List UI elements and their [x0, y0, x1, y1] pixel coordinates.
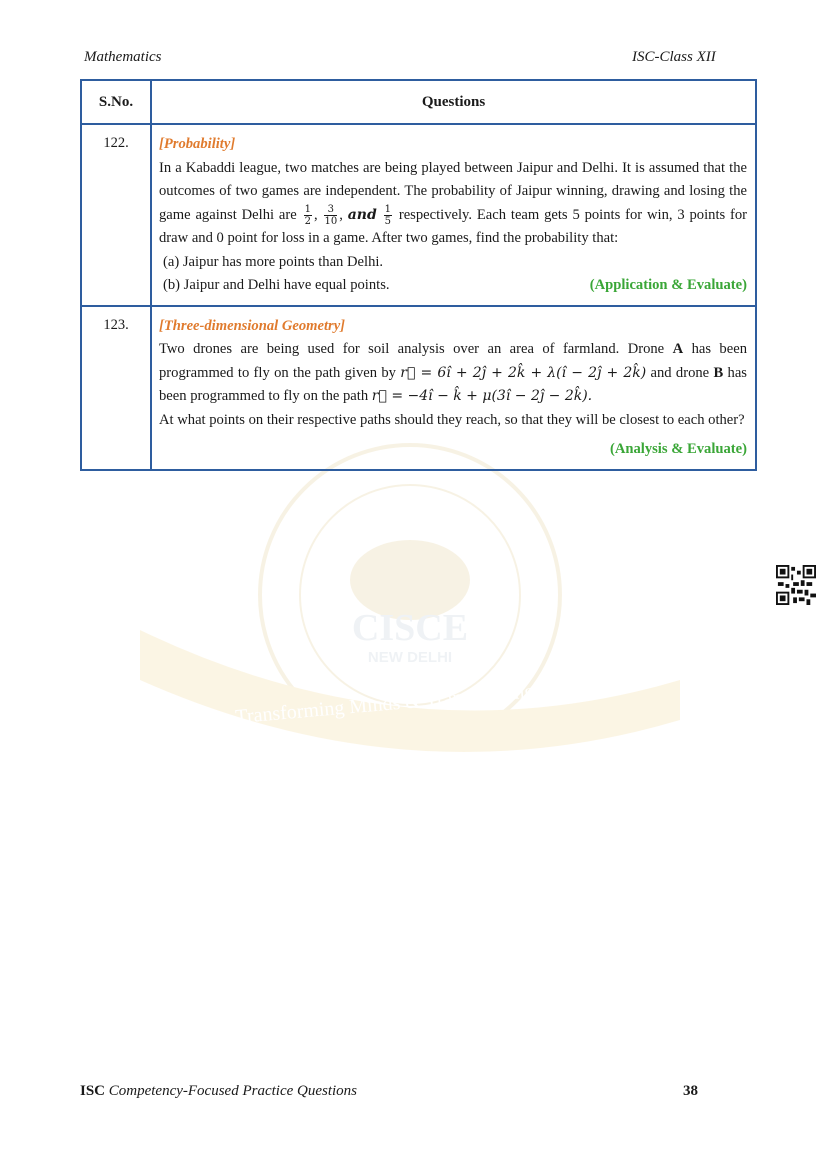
equation-drone-b: r⃗ = −4î − k̂ + μ(3î − 2ĵ − 2k̂).: [371, 388, 593, 404]
fraction-draw: $\frac{3}{10}$: [324, 203, 338, 227]
table-header-row: [81, 80, 756, 124]
table-row: [81, 306, 756, 470]
question-topic: [Three-dimensional Geometry]: [159, 317, 346, 334]
question-text-part: has been programmed to fly on the path: [159, 364, 747, 404]
equation-drone-a: r⃗ = 6î + 2ĵ + 2k̂ + λ(î − 2ĵ + 2k̂): [400, 364, 647, 381]
watermark-city: NEW DELHI: [367, 649, 453, 666]
question-123: [151, 306, 756, 470]
footer-brand: ISC: [80, 1083, 106, 1099]
watermark-name: CISCE: [351, 607, 469, 649]
page-number: 38: [683, 1083, 698, 1099]
elephant-icon: [350, 540, 470, 620]
question-text: In a Kabaddi league, two matches are being played between Jaipur and Delhi. It is assumed that the outcomes of two games are independent. The probability of Jaipur winning, drawing and losing the game against Delhi are $\frac{1}{2}$ , $\frac{3}{10}$ , and $\frac{1}{5}$ respectively. Each team gets 5 points for win, 3 points for draw and 0 point for loss in a game. After two games, find the probability that:: [159, 159, 748, 246]
competency-tag: (Application & Evaluate): [589, 277, 747, 293]
fraction-win: $\frac{1}{2}$: [304, 203, 311, 227]
question-text: At what points on their respective paths should they reach, so that they will be closest to each other?: [159, 411, 745, 428]
last-line: [159, 274, 747, 298]
qr-code-icon[interactable]: [776, 565, 816, 605]
table-row: [81, 124, 756, 306]
question-text-part: has been programmed to fly on the path given by: [159, 341, 747, 381]
header-subject: Mathematics: [84, 49, 162, 65]
watermark-outer-ring: [260, 445, 560, 745]
header-class: ISC-Class XII: [632, 49, 716, 65]
watermark-inner-ring: [300, 485, 520, 705]
col-header-questions: Questions: [151, 80, 756, 124]
question-text: [159, 338, 747, 409]
col-header-sno: S.No.: [81, 80, 151, 124]
cisce-watermark: [120, 430, 700, 790]
fraction-lose: $\frac{1}{5}$: [384, 203, 391, 227]
watermark-motto: Transforming Minds & Transforming Lives: [234, 675, 585, 729]
question-number: 122.: [81, 124, 151, 306]
question-topic: [Probability]: [159, 136, 236, 152]
drone-a-label: A: [672, 341, 684, 357]
footer-title: Competency-Focused Practice Questions: [108, 1083, 358, 1099]
part-b: (b) Jaipur and Delhi have equal points.: [163, 277, 390, 293]
competency-tag: (Analysis & Evaluate): [609, 441, 747, 457]
question-number: 123.: [81, 306, 151, 470]
drone-b-label: B: [713, 364, 724, 381]
question-text-part: and drone: [650, 364, 710, 381]
question-text-part: Two drones are being used for soil analysis over an area of farmland. Drone: [159, 341, 665, 357]
footer: [80, 1083, 700, 1100]
questions-table: [80, 79, 757, 471]
part-a: (a) Jaipur has more points than Delhi.: [163, 253, 384, 270]
question-text-part: respectively. Each team gets 5 points for win, 3 points for draw and 0 point for loss in a game. After two games, find the probability that:: [159, 206, 748, 246]
and-word: and: [347, 206, 377, 223]
last-line: [159, 438, 747, 462]
question-text-part: In a Kabaddi league, two matches are being played between Jaipur and Delhi. It is assumed that the outcomes of two games are independent. The probability of Jaipur winning, drawing and losing the game against Delhi are: [159, 159, 747, 223]
watermark-banner: [140, 630, 680, 752]
question-122: [151, 124, 756, 306]
